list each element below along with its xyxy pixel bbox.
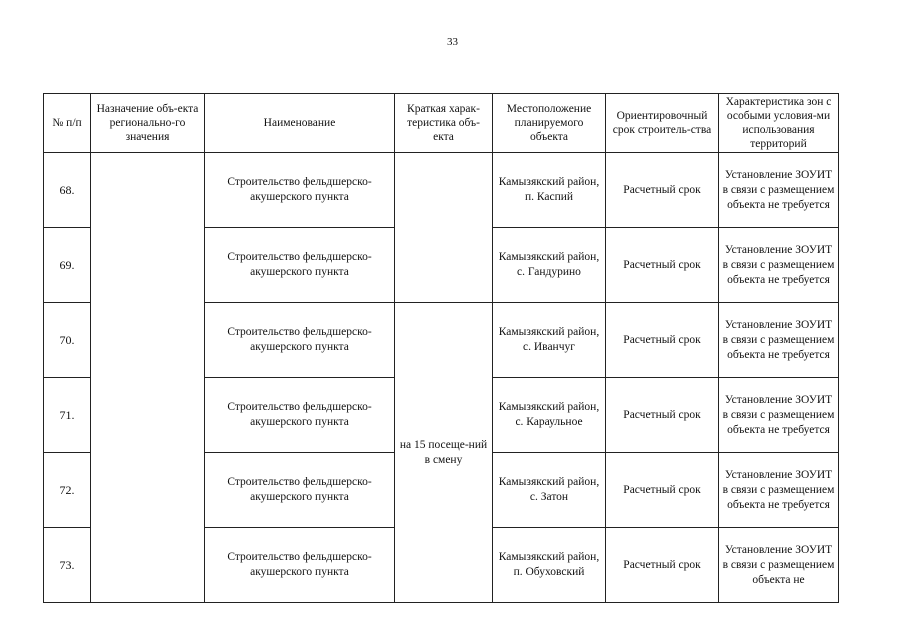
row-zouit: Установление ЗОУИТ в связи с размещением объекта не требуется [719,378,839,453]
row-zouit: Установление ЗОУИТ в связи с размещением объекта не требуется [719,153,839,228]
row-term: Расчетный срок [606,153,719,228]
row-zouit: Установление ЗОУИТ в связи с размещением объекта не требуется [719,228,839,303]
characteristic-cell-empty [395,153,493,303]
row-location: Камызякский район, с. Гандурино [493,228,606,303]
row-name: Строительство фельдшерско-акушерского пункта [205,453,395,528]
header-zouit: Характеристика зон с особыми условия-ми использования территорий [719,94,839,153]
row-location: Камызякский район, с. Затон [493,453,606,528]
row-location: Камызякский район, с. Иванчуг [493,303,606,378]
page-number: 33 [447,36,458,48]
row-name: Строительство фельдшерско-акушерского пункта [205,228,395,303]
row-term: Расчетный срок [606,228,719,303]
table-header-row [44,94,839,153]
row-name: Строительство фельдшерско-акушерского пункта [205,153,395,228]
row-term: Расчетный срок [606,453,719,528]
row-zouit: Установление ЗОУИТ в связи с размещением объекта не требуется [719,453,839,528]
row-name: Строительство фельдшерско-акушерского пункта [205,528,395,603]
row-num: 69. [44,228,91,303]
row-term: Расчетный срок [606,303,719,378]
row-location: Камызякский район, п. Каспий [493,153,606,228]
header-name: Наименование [205,94,395,153]
header-purpose: Назначение объ-екта регионально-го значения [91,94,205,153]
row-num: 70. [44,303,91,378]
row-num: 68. [44,153,91,228]
header-num: № п/п [44,94,91,153]
purpose-cell-merged [91,153,205,603]
row-num: 72. [44,453,91,528]
row-num: 73. [44,528,91,603]
row-term: Расчетный срок [606,528,719,603]
characteristic-cell-merged: на 15 посеще-ний в смену [395,303,493,603]
row-name: Строительство фельдшерско-акушерского пункта [205,378,395,453]
row-zouit: Установление ЗОУИТ в связи с размещением объекта не требуется [719,303,839,378]
header-characteristic: Краткая харак-теристика объ-екта [395,94,493,153]
row-location: Камызякский район, с. Караульное [493,378,606,453]
row-location: Камызякский район, п. Обуховский [493,528,606,603]
header-term: Ориентировочный срок строитель-ства [606,94,719,153]
row-num: 71. [44,378,91,453]
row-term: Расчетный срок [606,378,719,453]
row-zouit: Установление ЗОУИТ в связи с размещением объекта не [719,528,839,603]
table-row [44,153,839,228]
planning-table [43,93,839,603]
header-location: Местоположение планируемого объекта [493,94,606,153]
row-name: Строительство фельдшерско-акушерского пункта [205,303,395,378]
